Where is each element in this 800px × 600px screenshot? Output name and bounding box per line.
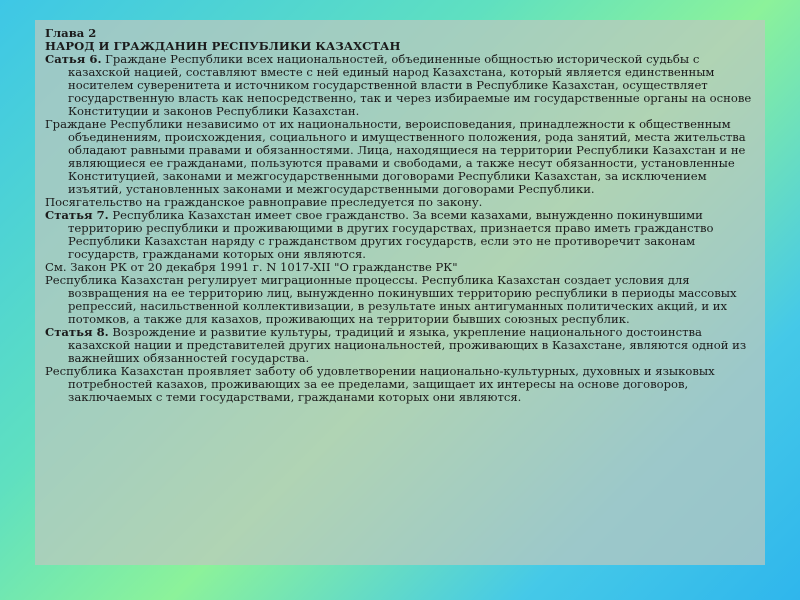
chapter-heading: НАРОД И ГРАЖДАНИН РЕСПУБЛИКИ КАЗАХСТАН xyxy=(45,39,401,53)
article-7-paragraph xyxy=(45,209,757,261)
article-8-paragraph xyxy=(45,326,757,365)
equality-text: Граждане Республики независимо от их национальности, вероисповедания, принадлежности к общественным объединениям, происхождения, социального и имущественного положения, рода занятий, места жительства обладают равными правами и обязанностями. Лица, находящиеся на территории Республики Казахстан и не являющиеся ее гражданами, пользуются правами и свободами, а также несут обязанности, установленные Конституцией, законами и межгосударственными договорами Республики Казахстан, за исключением изъятий, установленных законами и межгосударственными договорами Республики. xyxy=(45,117,746,196)
article-7-label: Статья 7. xyxy=(45,208,109,222)
chapter-title: Глава 2 xyxy=(45,26,97,40)
diaspora-paragraph xyxy=(45,365,757,404)
law-reference-text: См. Закон РК от 20 декабря 1991 г. N 1017-XII "О гражданстве РК" xyxy=(45,260,458,274)
article-6-label: Сатья 6. xyxy=(45,52,102,66)
article-8-text: Возрождение и развитие культуры, традиций и языка, укрепление национального достоинства казахской нации и представителей других национальностей, проживающих в Казахстане, являются одной из важнейших обязанностей государства. xyxy=(68,325,747,365)
article-7-text: Республика Казахстан имеет свое гражданство. За всеми казахами, вынужденно покинувшими территорию республики и проживающими в других государствах, признается право иметь гражданство Республики Казахстан наряду с гражданством других государств, если это не противоречит законам государств, гражданами которых они являются. xyxy=(68,208,714,261)
document-body xyxy=(45,27,757,404)
article-6-text: Граждане Республики всех национальностей, объединенные общностью исторической судьбы с казахской нацией, составляют вместе с ней единый народ Казахстана, который является единственным носителем суверенитета и источником государственной власти в Республике Казахстан, осуществляет государственную власть как непосредственно, так и через избираемые им государственные органы на основе Конституции и законов Республики Казахстан. xyxy=(68,52,752,118)
diaspora-text: Республика Казахстан проявляет заботу об удовлетворении национально-культурных, духовных и языковых потребностей казахов, проживающих за ее пределами, защищает их интересы на основе договоров, заключаемых с теми государствами, гражданами которых они являются. xyxy=(45,364,715,404)
article-6-paragraph xyxy=(45,53,757,118)
prosecution-text: Посягательство на гражданское равноправие преследуется по закону. xyxy=(45,195,483,209)
slide xyxy=(35,20,765,580)
article-8-label: Статья 8. xyxy=(45,325,109,339)
migration-text: Республика Казахстан регулирует миграционные процессы. Республика Казахстан создает условия для возвращения на ее территорию лиц, вынужденно покинувших территорию республики в периоды массовых репрессий, насильственной коллективизации, в результате иных антигуманных политических акций, и их потомков, а также для казахов, проживающих на территории бывших союзных республик. xyxy=(45,273,737,326)
migration-paragraph xyxy=(45,274,757,326)
equality-paragraph xyxy=(45,118,757,196)
